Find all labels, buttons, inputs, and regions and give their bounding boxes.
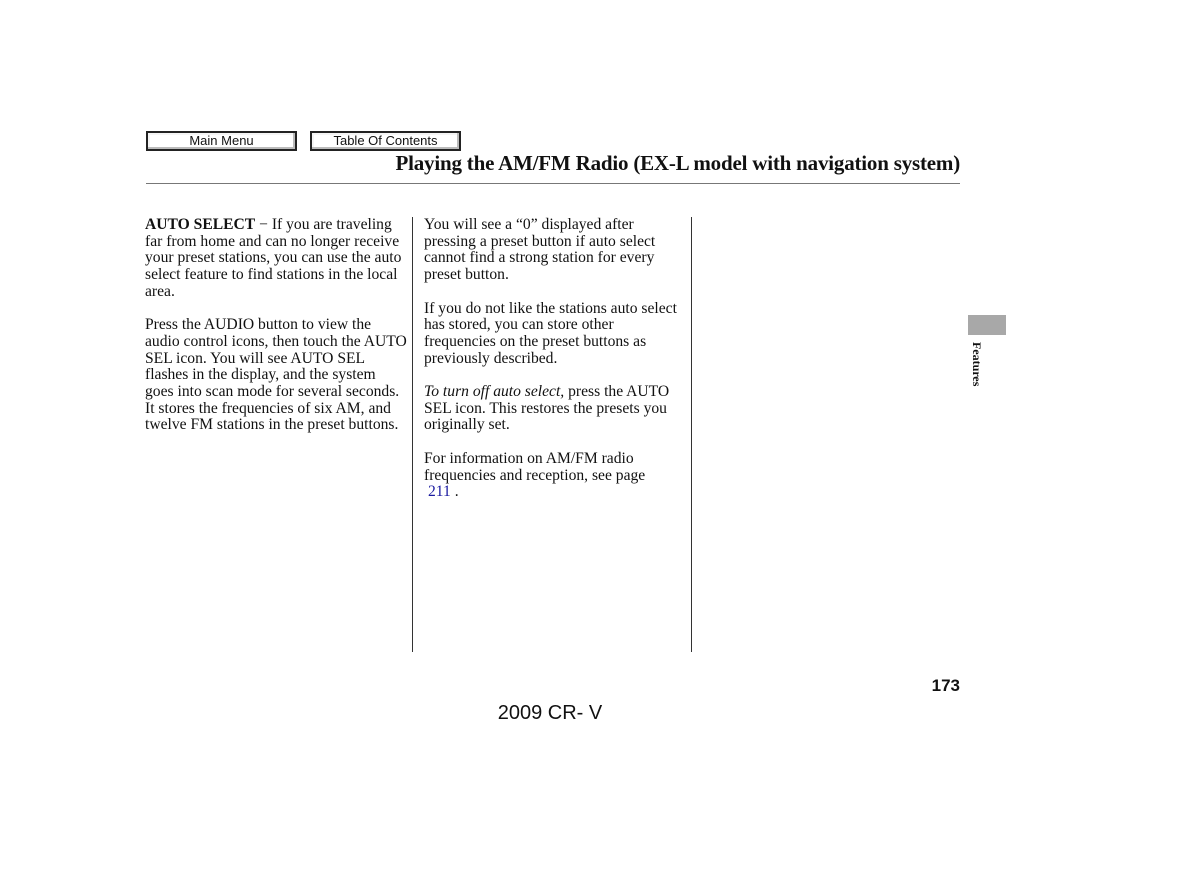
zero-display-paragraph: You will see a “0” displayed after pressing a preset button if auto select cannot find a strong station for every preset button. — [424, 216, 656, 284]
turn-off-paragraph — [424, 384, 686, 434]
section-label: Features — [970, 342, 984, 387]
turn-off-text: press the AUTO SEL icon. This restores the presets you originally set. — [424, 383, 670, 434]
turn-off-lead: To turn off auto select, — [424, 383, 565, 400]
auto-select-heading: AUTO SELECT — [145, 216, 256, 233]
heading-dash: − — [255, 216, 272, 233]
main-menu-button[interactable]: Main Menu — [146, 131, 297, 151]
left-column — [145, 217, 407, 451]
auto-select-paragraph — [145, 217, 407, 301]
page-title: Playing the AM/FM Radio (EX-L model with navigation system) — [395, 151, 960, 175]
audio-button-paragraph: Press the AUDIO button to view the audio control icons, then touch the AUTO SEL icon. You will see AUTO SEL flashes in the display, and the system goes into scan mode for several seconds. It stores the frequencies of six AM, and twelve FM stations in the preset buttons. — [145, 316, 407, 434]
middle-column — [424, 217, 686, 518]
column-divider — [691, 217, 692, 652]
model-footer: 2009 CR- V — [497, 702, 603, 724]
title-divider — [146, 183, 960, 184]
auto-select-intro-text: If you are traveling far from home and can no longer receive your preset stations, you can use the auto select feature to find stations in the local area. — [145, 216, 402, 300]
reception-info-paragraph — [424, 451, 686, 501]
page-211-link[interactable]: 211 — [428, 483, 451, 501]
table-of-contents-button[interactable]: Table Of Contents — [310, 131, 461, 151]
column-divider — [412, 217, 413, 652]
store-frequencies-paragraph: If you do not like the stations auto select has stored, you can store other frequencies on the preset buttons as previously described. — [424, 299, 677, 367]
link-period: . — [450, 483, 459, 501]
section-tab-marker — [968, 315, 1006, 335]
page-number: 173 — [931, 676, 960, 695]
reception-info-text: For information on AM/FM radio frequencies and reception, see page — [424, 449, 646, 484]
